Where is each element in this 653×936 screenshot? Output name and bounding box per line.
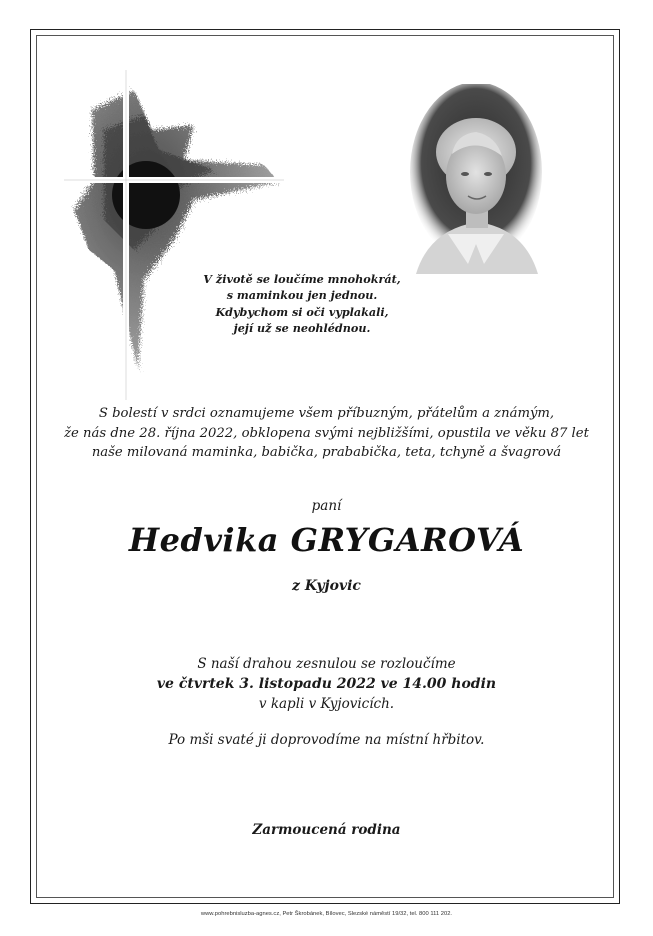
- family-signature: Zarmoucená rodina: [252, 822, 401, 838]
- announcement-line: že nás dne 28. října 2022, obklopena svými nejbližšími, opustila ve věku 87 let: [64, 425, 589, 441]
- cross-emblem: [64, 70, 284, 400]
- verse-line: její už se neohlédnou.: [233, 321, 371, 336]
- ceremony-datetime: ve čtvrtek 3. listopadu 2022 ve 14.00 hodin: [156, 676, 497, 692]
- portrait-photo: [408, 84, 544, 274]
- verse-line: Kdybychom si oči vyplakali,: [215, 304, 389, 319]
- burial-note: Po mši svaté ji doprovodíme na místní hřbitov.: [168, 732, 485, 748]
- memorial-verse: [196, 271, 408, 337]
- ceremony-location: v kapli v Kyjovicích.: [258, 696, 395, 712]
- death-announcement: [60, 404, 593, 463]
- salutation: paní: [311, 498, 342, 514]
- announcement-line: S bolestí v srdci oznamujeme všem příbuzným, přátelům a známým,: [98, 406, 555, 421]
- verse-line: s maminkou jen jednou.: [226, 288, 378, 303]
- origin-place: z Kyjovic: [292, 578, 361, 594]
- deceased-name: Hedvika GRYGAROVÁ: [128, 521, 525, 559]
- ceremony-details: [0, 654, 653, 714]
- announcement-line: naše milovaná maminka, babička, prababička, teta, tchyně a švagrová: [91, 445, 562, 460]
- funeral-service-footer: www.pohrebnisluzba-agnes.cz, Petr Škrobánek, Bílovec, Slezské náměstí 19/32, tel. 800 111 202.: [200, 911, 453, 917]
- verse-line: V životě se loučíme mnohokrát,: [203, 272, 401, 286]
- ceremony-intro: S naší drahou zesnulou se rozloučíme: [197, 656, 456, 672]
